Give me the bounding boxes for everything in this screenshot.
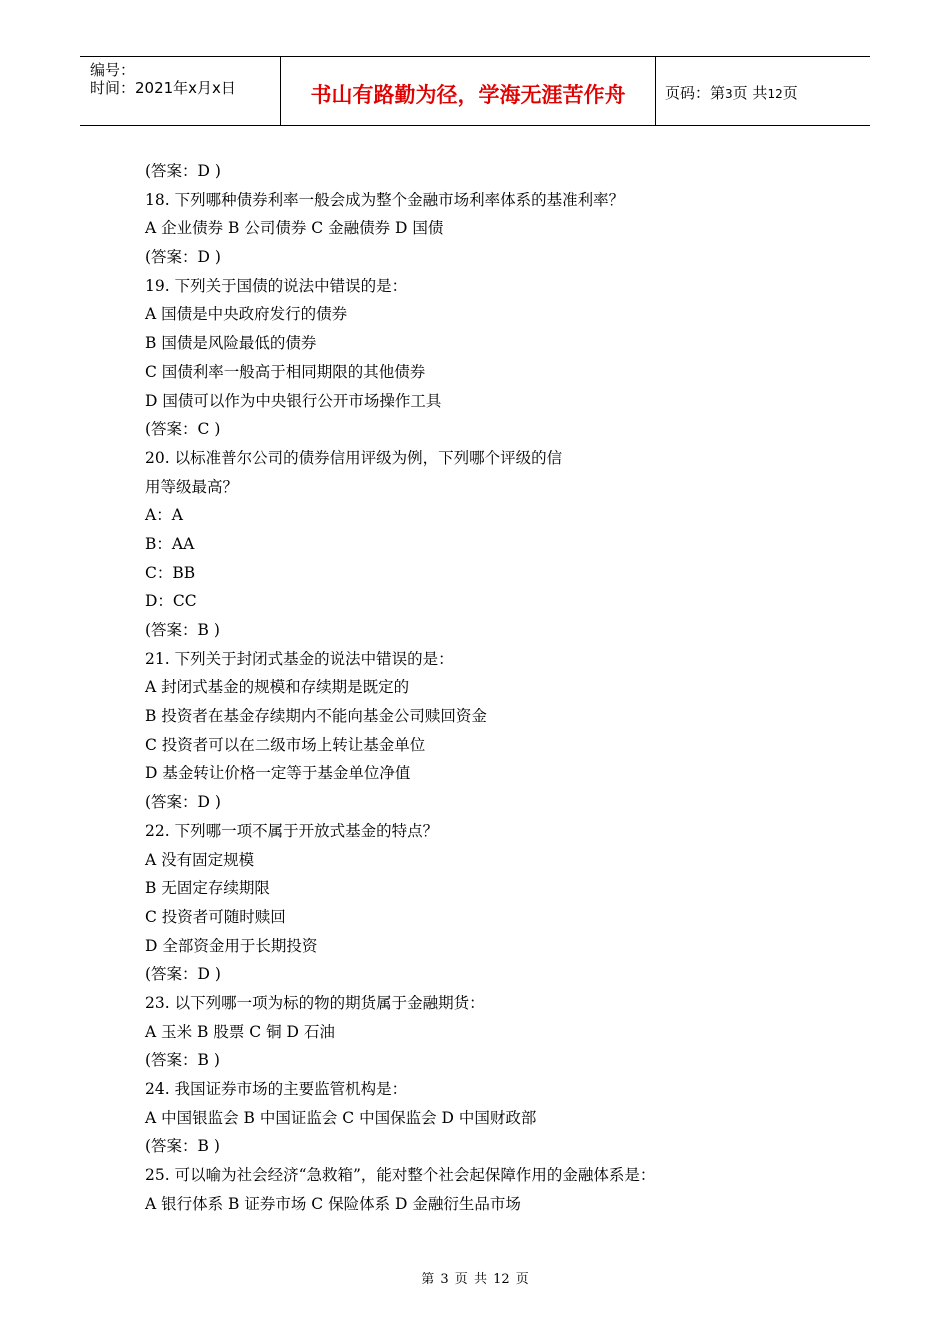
text-line: (答案：D ) xyxy=(145,162,221,180)
text-line: C 投资者可随时赎回 xyxy=(145,907,286,926)
footer-current-page: 3 xyxy=(440,1272,449,1287)
text-line: 24. 我国证券市场的主要监管机构是： xyxy=(145,1080,408,1098)
text-line: B 国债是风险最低的债券 xyxy=(145,334,317,353)
document-number-label: 编号： xyxy=(90,61,136,79)
text-line: (答案：D ) xyxy=(145,965,221,984)
text-line: A 企业债券 B 公司债券 C 金融债券 D 国债 xyxy=(145,219,444,238)
footer-p4: 页 xyxy=(515,1272,529,1287)
footer-p2: 页 xyxy=(454,1272,468,1287)
text-line: A 封闭式基金的规模和存续期是既定的 xyxy=(145,678,410,697)
text-line: 23. 以下列哪一项为标的物的期货属于金融期货： xyxy=(145,993,485,1012)
header-page-number xyxy=(665,82,798,103)
text-line: A 中国银监会 B 中国证监会 C 中国保监会 D 中国财政部 xyxy=(145,1108,537,1127)
page-header xyxy=(80,56,870,126)
text-line: B 投资者在基金存续期内不能向基金公司赎回资金 xyxy=(145,707,487,726)
text-line: 22. 下列哪一项不属于开放式基金的特点？ xyxy=(145,821,439,840)
text-line: A 国债是中央政府发行的债券 xyxy=(145,305,348,324)
text-line: (答案：D ) xyxy=(145,248,221,267)
text-line: B：AA xyxy=(145,534,195,553)
header-motto: 书山有路勤为径，学海无涯苦作舟 xyxy=(310,82,626,107)
footer-total-pages: 12 xyxy=(493,1272,510,1287)
text-line: (答案：B ) xyxy=(145,1137,220,1156)
text-line: D 基金转让价格一定等于基金单位净值 xyxy=(145,764,411,783)
text-line: 21. 下列关于封闭式基金的说法中错误的是： xyxy=(145,649,454,668)
header-info-cell xyxy=(80,57,280,125)
text-line: (答案：B ) xyxy=(145,621,220,639)
footer-p1: 第 xyxy=(421,1272,435,1287)
text-line: 18. 下列哪种债券利率一般会成为整个金融市场利率体系的基准利率？ xyxy=(145,190,625,209)
text-line: (答案：D ) xyxy=(145,793,221,812)
page-current: 3 xyxy=(725,87,733,101)
text-line: (答案：B ) xyxy=(145,1051,220,1070)
text-line: A 玉米 B 股票 C 铜 D 石油 xyxy=(145,1022,335,1041)
text-line: C：BB xyxy=(145,563,196,582)
text-line: A 银行体系 B 证券市场 C 保险体系 D 金融衍生品市场 xyxy=(145,1194,521,1213)
text-line: C 投资者可以在二级市场上转让基金单位 xyxy=(145,735,426,754)
header-page-cell xyxy=(655,57,870,125)
text-line: A 没有固定规模 xyxy=(145,850,255,869)
text-line: A：A xyxy=(145,506,183,525)
header-motto-cell xyxy=(280,57,656,125)
text-line: D：CC xyxy=(145,592,197,611)
text-line: B 无固定存续期限 xyxy=(145,879,270,898)
page-total: 12 xyxy=(767,87,783,101)
text-line: 20. 以标准普尔公司的债券信用评级为例，下列哪个评级的信 xyxy=(145,448,563,467)
text-line: (答案：C ) xyxy=(145,420,221,439)
text-line: D 国债可以作为中央银行公开市场操作工具 xyxy=(145,391,442,410)
text-line: C 国债利率一般高于相同期限的其他债券 xyxy=(145,362,426,381)
page-mid: 页 共 xyxy=(732,84,768,102)
text-line: D 全部资金用于长期投资 xyxy=(145,936,318,955)
footer-p3: 共 xyxy=(473,1272,487,1287)
page-footer xyxy=(0,1268,950,1287)
document-time-label: 时间：2021年x月x日 xyxy=(90,79,236,97)
page-prefix: 页码：第 xyxy=(665,84,726,102)
text-line: 用等级最高？ xyxy=(145,477,239,496)
document-body xyxy=(145,157,865,1218)
page-suffix: 页 xyxy=(782,84,798,102)
text-line: 25. 可以喻为社会经济“急救箱”，能对整个社会起保障作用的金融体系是： xyxy=(145,1166,656,1185)
text-line: 19. 下列关于国债的说法中错误的是： xyxy=(145,276,408,295)
